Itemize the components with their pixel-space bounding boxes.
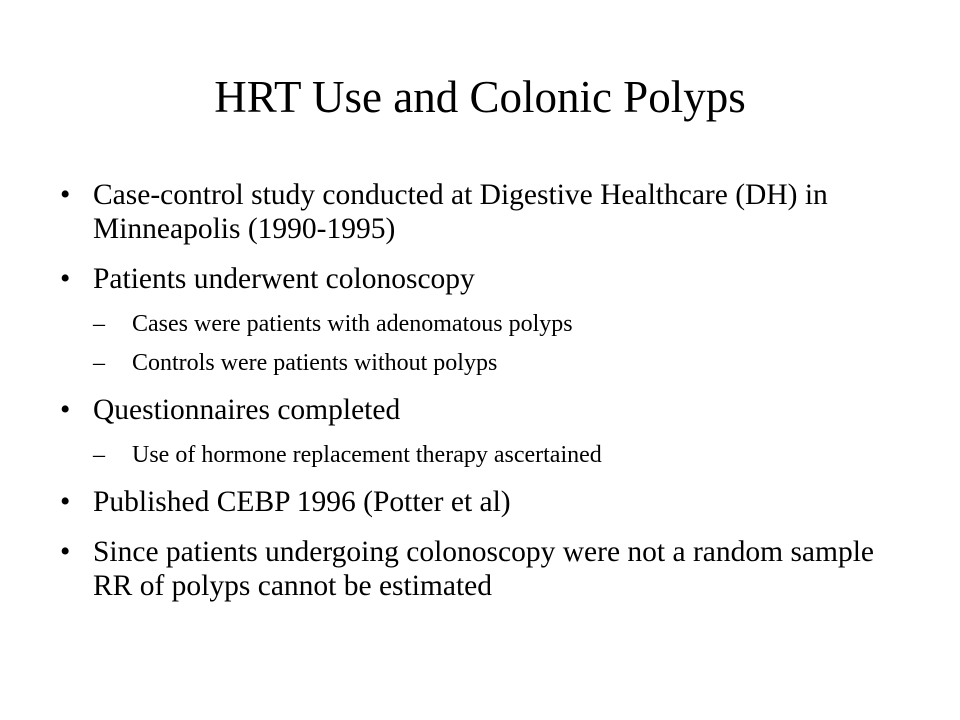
- sub-item-hrt-use: [93, 441, 920, 469]
- bullet-marker: •: [60, 263, 71, 295]
- bullet-item-colonoscopy: [60, 262, 920, 377]
- dash-marker: –: [93, 350, 105, 376]
- sub-item-cases: [93, 310, 920, 338]
- bullet-item-questionnaires: [60, 393, 920, 469]
- dash-marker: –: [93, 311, 105, 337]
- bullet-text: Published CEBP 1996 (Potter et al): [93, 486, 511, 518]
- bullet-item-study-design: [60, 178, 920, 246]
- bullet-text: Since patients undergoing colonoscopy were not a random sample RR of polyps cannot be estimated: [93, 536, 875, 602]
- sub-list: [93, 310, 920, 377]
- bullet-text: Case-control study conducted at Digestive Healthcare (DH) in Minneapolis (1990-1995): [93, 179, 828, 245]
- sub-item-controls: [93, 349, 920, 377]
- bullet-list: [60, 178, 920, 619]
- bullet-text: Patients underwent colonoscopy: [93, 263, 475, 295]
- sub-item-text: Cases were patients with adenomatous polyps: [132, 311, 573, 337]
- bullet-item-published: [60, 485, 920, 519]
- bullet-marker: •: [60, 536, 71, 568]
- dash-marker: –: [93, 442, 105, 468]
- sub-item-text: Controls were patients without polyps: [132, 350, 498, 376]
- bullet-item-limitation: [60, 535, 920, 603]
- bullet-marker: •: [60, 179, 71, 211]
- bullet-marker: •: [60, 486, 71, 518]
- slide-title: HRT Use and Colonic Polyps: [214, 72, 746, 122]
- sub-list: [93, 441, 920, 469]
- bullet-text: Questionnaires completed: [93, 394, 401, 426]
- sub-item-text: Use of hormone replacement therapy ascertained: [132, 442, 602, 468]
- bullet-marker: •: [60, 394, 71, 426]
